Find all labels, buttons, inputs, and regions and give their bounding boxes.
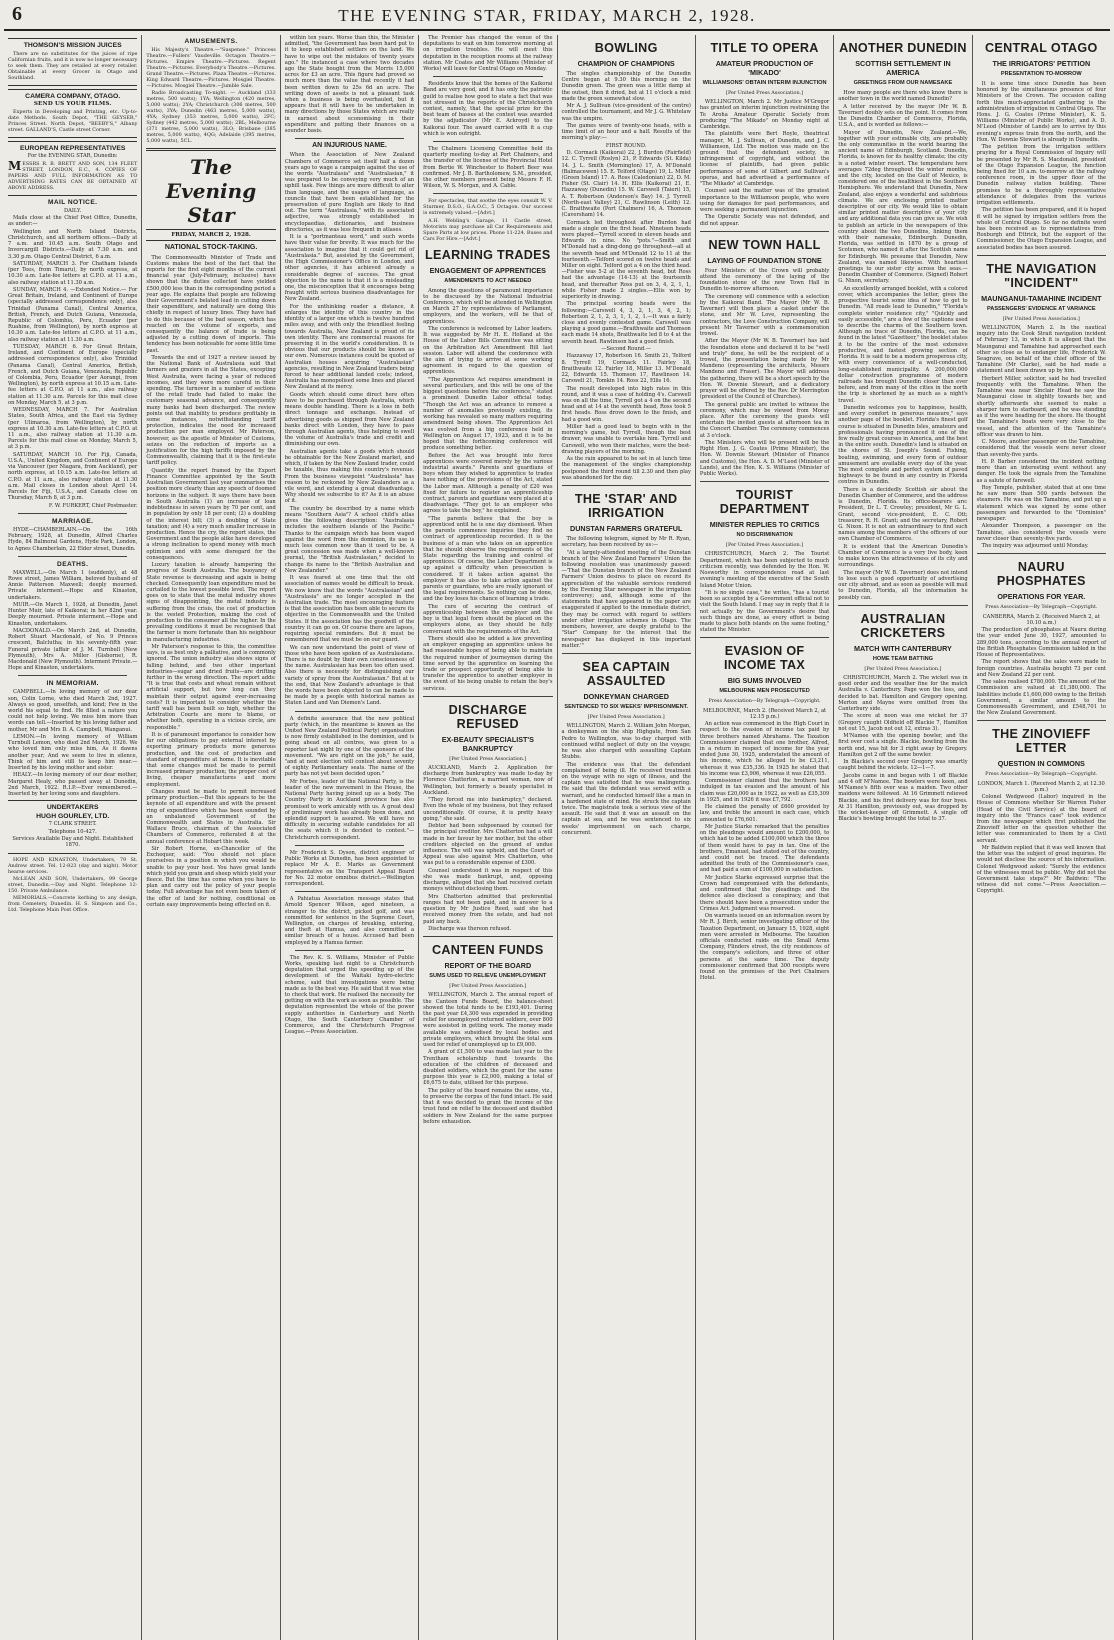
ad-camera: [8, 89, 137, 138]
np-p1: CANBERRA, March 2. (Received March 2, at 10.10 a.m.): [982, 613, 1100, 626]
deaths-p3: MACDONALD.—On March 2nd, at Dunedin, Robert Stuart Macdonald, of No. 9 Princes crescent, Balclutha; in his seventy-fifth year. Funeral private (affair of J. M. Turnbull (New Plymouth), Mrs A. Miller (Gisborne), R. Macdonald (New Plymouth). Interment Private.—Hope and Kinaston, undertakers.: [8, 627, 138, 672]
ad-gourley: [8, 800, 137, 853]
divider: [295, 891, 404, 892]
zl-p2: Colonel Wedgwood (Labor) inquired in the House of Commons whether Sir Warren Fisher (Head of the Civil Service) at the board of inquiry into the "Francs case" took evidence from the newspaper which first published the Zinovieff letter on the question whether the letter was communicated to them by a Civil servant.: [976, 794, 1106, 844]
st-p2: "At a largely-attended meeting of the Dunstan branch of the New Zealand Farmers' Union the following resolution was unanimously passed:—'That the Dunstan branch of the New Zealand Farmers' Union desires to place on record its appreciation of the valuable services rendered by the Evening Star newspaper in the irrigation controversy; and, although some of the statements that have appeared in the paper are exaggerated if applied to the immediate district, they may be correct with regard to settlers under other irrigation schemes in Otago. The members, however, are deeply grateful to the "Star" Company for the interest that the newspaper has displayed in this important matter.'": [561, 549, 691, 649]
ni-p2: Herbert Miller, solicitor, said he had travelled frequently with the Tamahine. When the Tamahine was near Sinclair Head he saw the Maunganui close in slightly towards her, and shortly afterwards she seemed to make a sharper turn to starboard, and he was standing as if the were heading for the shore. He thought the Tamahine's boats were very close to the vessel, and the attention of the Tamahine's officer was drawn to him.: [976, 375, 1106, 438]
nt-p3: After the Mayor (Mr W. B. Taverner) has laid the foundation stone and declared it to be "well and truly" done, he will be the recipient of a trowel, the presentation being made by Mr Mandeno (representing the architects, Messrs Mandeno and Fraser). The Mayor will address the gathering, there will be a short speech by the Hon. W. Downie Stewart, and a dedicatory prayer will be offered by the Rev. Dr Merrington (president of the Council of Churches).: [699, 338, 830, 401]
bw-p3: The games were of twenty-one heads, with a time limit of an hour and a half. Results of the morning's play:—: [561, 123, 691, 142]
divider: [146, 148, 275, 151]
navigation-sub: MAUNGANUI-TAMAHINE INCIDENT: [981, 293, 1102, 303]
divider: [423, 936, 552, 937]
another-dunedin-sub: SCOTTISH SETTLEMENT IN AMERICA: [855, 59, 951, 77]
central-otago-sub2: PRESENTATION TO-MORROW: [1000, 71, 1082, 77]
ei-p2: An action was commenced in the High Court in respect to the evasion of income tax paid by three brothers named Abrahams. The Taxation Commissioner claimed that one brother, Alfred, in a return in respect of income for the year ended June 30, 1925, understated the amount of his income, which he alleged to be £3,211, whereas it was £35,336. In 1925 he stated that his income was £3,906, whereas it was £26,055.: [699, 721, 830, 777]
editorial-dateline: FRIDAY, MARCH 2, 1928.: [146, 229, 275, 241]
ei-credit: Press Association—By Telegraph—Copyright.: [708, 698, 821, 705]
ei-p6: Mr Justice Starke expressed surprise that the Crown had compromised with the defendants, and confirmed that the pleadings and the defence also disclosed a conspiracy, and that there should have been a prosecution under the Crimes Act. Judgment was reserved.: [699, 874, 830, 912]
divider: [977, 255, 1106, 256]
divider: [295, 950, 404, 951]
page-number: 6: [12, 3, 22, 25]
ad-european-body: MESSRS R. B. BRETT AND SON, 134 FLEET STREET, LONDON, E.C., 4. COPIES OF PAPERS AND FULL INFORMATION AS TO ADVERTISING RATES CAN BE OBTAINED AT ABOVE ADDRESS.: [8, 158, 138, 191]
ad-gourley-name: HUGH GOURLEY, LTD.: [36, 812, 110, 820]
news-p10: Mr Forbes, leader of the National Party, is the leader of the new movement in the House, the National Party having joined up as a body. The Country Party in Auckland province has also promised to work amicably with us. A great deal of preliminary work has already been done, and splendid support is assured. We will have no difficulty in securing suitable candidates for all the seats which it is decided to contest."—Christchurch correspondent.: [284, 778, 415, 841]
sc-p1: WELLINGTON, March 2. William John Morgan, a donkeyman on the ship Highgate, from San Pedro to Wellington, was to-day charged with continued wilful neglect of duty on the voyage; he was also charged with assaulting Captain Stubbs.: [561, 723, 691, 761]
ac-p2: The score at noon was one wicket for 37 (Gregory caught Oldfield off Blackie 7, Hamilton not out 15, Jacob not out 12, extras 3).: [838, 713, 968, 732]
bw-round2: —Second Round.—: [601, 346, 651, 353]
ni-p3: C. Moore, another passenger on the Tamahine, considered that the vessels were never closer than seventy-five yards.: [976, 439, 1106, 458]
to-p2: The plaintiffs were Bert Royle, theatrical manager, M. J. Sullivan, of Dunedin, and J. C. Williamson, Ltd. The motion was made on the ground that the defendant society, in infringement of copyright, and without the license of plaintiffs, had given public performance of some of Gilbert and Sullivan's operas, and had advertised a performance of "The Mikado" at Cambridge.: [699, 131, 830, 188]
mail-notice-title: MAIL NOTICE.: [48, 198, 98, 206]
sea-captain-sub2: SENTENCED TO SIX WEEKS' IMPRISONMENT.: [564, 703, 689, 710]
mail-p2: Wellington and North Island Districts, Christchurch, and all northern offices.—Daily at 7 a.m. and 10.45 a.m. South Otago and Invercargill Districts.—Daily at 7.30 a.m. and 3.30 p.m. Otago Central District, 6 a.m.: [8, 228, 138, 260]
sc-credit: [Per United Press Association.]: [587, 713, 665, 720]
ni-credit: [Per United Press Association.]: [1002, 315, 1080, 322]
ad-gourley-title: UNDERTAKERS: [46, 804, 99, 812]
editorial-p1: The Commonwealth Minister of Trade and Customs makes the best of the fact that the reports for the first eight months of the current financial year (July-February, inclusive) have shown that the duties collected have yielded £500,000 less than in the corresponding period a year ago. He explains that people are following their Government's belated lead in cutting down their expenditure, and naturally are doing this chiefly in respect of luxury lines. They have had to do this because of the bad season, which has reacted on the volume of exports, and consequently the balance of trade is being adjusted by a cutting down of imports. This tendency has been noticeable for some little time past.: [146, 254, 276, 354]
ac-credit: [Per United Press Association.]: [864, 665, 942, 672]
central-otago-title: CENTRAL OTAGO: [985, 41, 1098, 55]
ad-thomsons-title: THOMSON'S MISSION JUICES: [23, 42, 122, 49]
bw-p7: Miller had a good lead to begin with in the morning's game, but Tyrrell, though the best drawer, was unable to overtake him. Tyrrell and Carswell, who won their matches, were the best-drawing players of the morning.: [561, 424, 691, 455]
lt-p4: Before the Act was brought into force apprentices were covered merely by the various industrial awards." Parents and guardians of boys whom they wished to apprentice to trades have nothing of the provisions of the Act, stated the Labor man. Although a penalty of £20 was fixed for failure to register an apprenticeship contract, parents and guardians were placed at a disadvantage. "They got to an employer who agrees to take the boy," he explained.: [423, 452, 553, 515]
zl-p1: LONDON, March 1. (Received March 2, at 12.30 p.m.): [977, 780, 1105, 793]
radio-broadcasting: Radio Broadcasting To-night. — Auckland (333 metres, 500 watts); 1YA; Wellington (420 metres, 5,000 watts); 2YA; Christchurch (306 metres, 500 watts), 3YA; Dunedin (463 metres, 5,000 watts), 4YA; Sydney (353 metres, 5,000 watts), 2FC; Sydney (442 metres, 5,000 watts); 2BL; Melbourne (371 metres, 5,000 watts), 3LO; Brisbane (385 metres, 5,000 watts), 4QG; Adelaide (395 metres, 5,000 watts), 5CL.: [146, 90, 276, 145]
bowling-title: BOWLING: [594, 41, 658, 55]
column-7: [833, 35, 971, 1640]
navigation-sub2: PASSENGERS' EVIDENCE AT VARIANCE: [986, 305, 1096, 312]
dr-credit: [Per United Press Association.]: [449, 755, 527, 762]
evasion-sub2: MELBOURNE MEN PROSECUTED: [719, 688, 810, 695]
divider: [295, 845, 404, 846]
news-kaikorai-band: Residents know that the homes of the Kaikorai Band are very good, and it has only the patriotic guild to realise how good to state a fact that was not stressed in the reports of the Christchurch contest, namely, that the special prize for the best team of basses at the contest was awarded by the adjudicator (Mr E. Ackroyd) to the Kaikorai four. The award carried with it a cup which is won outright.: [423, 81, 553, 137]
np-p4: The sales realised £780,000. The amount of the Commission are valued at £1,380,000. The liabilities include £1,600,000 owing to the British Government, a similar amount to the Commonwealth Government, and £548,701 to the New Zealand Government.: [976, 679, 1106, 717]
co-p2: The petition from the irrigation settlers praying for a Royal Commission of Inquiry will be presented by Mr R. S. Macdonald, president of the Otago Expansion League, the function being fixed for 10 a.m. to-morrow at the railway conference room, in the upper floor of the Dunedin railway station building. These promises to be a thoroughly representative attendance of delegates from the various irrigation settlements.: [976, 144, 1106, 207]
bw-p2: Mr A. J. Sullivan (vice-president of the centre) controlled the tournament, and Mr J. G. Whitelaw was the umpire.: [561, 103, 691, 122]
cf-p1: WELLINGTON, March 2. The annual report of the Canteen Funds Board, the balance-sheet showed the total funds to be £193,401. During the past year £4,300 was expended in providing relief for unemployed returned soldiers, over 800 were assisted in getting work. The money made available was subsidised by local bodies and private employers, which brought the total sum used for relief of unemployed up to £9,000.: [423, 992, 553, 1049]
column-4: [418, 35, 556, 1640]
amusements-body: His Majesty's Theatre.—"Suspense." Princess Theatre.—Fullers' Vaudeville. Octagon Theatre.—Pictures. Empire Theatre.—Pictures. Regent Theatre.—Pictures. Everybody's Theatre.—Pictures. Grand Theatre.—Pictures. Plaza Theatre.—Pictures. King Edward Theatre.—Pictures. Mosgiel Theatre.—Pictures. Mosgiel Theatre.—Jumble Sale.: [146, 47, 276, 89]
ei-p7: On warrants issued on an information sworn by Mr R. J. Birch, senior investigating officer of the Taxation Department, on January 15, 1928, eight men were arrested in Melbourne. The taxation officials conducted raids on the Small Arms Company, Flinders street, the city residences of the company's solicitors, and three of other persons at the same time. The deputy commissioner confirmed that 300 receipts were found on the premises of the Port Chalmers Hotel.: [699, 913, 830, 982]
ad-p3: Mayor of Dunedin, New Zealand.—We, together with your estimable city, are probably the only communities in the world bearing the ancient name of Edinburgh, Scotland. Dunedin, Florida, is known for its healthy climate; the city is a noted winter resort. The temperature here averages 72deg throughout the winter months, and the city, located on the Gulf of Mexico, is considered one of the healthiest in the Southern Hemisphere. We understand that Dunedin, New Zealand, also enjoys a wonderful and salubrious climate. We are enclosing printed matter descriptive of our city. We would like to obtain similar printed matter descriptive of your city and any additional data you can give us. We wish to publish an article in the newspapers of this country about the two Dunedins, linking them with their namesake, Edinburgh. Dunedin, Florida, was settled in 1870 by a group of Scotsmen, who named it after the Scottish name for Edinburgh. We presume that Dunedin, New Zealand, was named likewise. With heartiest greetings to our sister city across the seas.—Dunedin Chamber of Commerce. (Signed) Robert G. Nixon, secretary.: [838, 129, 968, 285]
lt-p3: "The Apprentices Act requires amendment in several particulars, and this will be one of the biggest questions before the conference," stated a prominent Dunedin Labor official today. "Though the Act was an advance to remove a number of anomalies previously existing, its working has revealed so many matters requiring amendment being shown. The Apprentices Act was evolved from a big conference held in Wellington on August 17, 1923, and it is to be hoped that the forthcoming conference will produce something better.: [423, 376, 553, 452]
new-town-hall-sub: LAYING OF FOUNDATION STONE: [707, 255, 822, 265]
canteen-funds-sub: REPORT OF THE BOARD: [444, 961, 532, 971]
td-p1: CHRISTCHURCH, March 2. The Tourist Department, which has been subjected to much criticism recently, was defended by the Hon. W. Nosworthy in correspondence read at last evening's meeting of the executive of the South Island Motor Union.: [699, 551, 830, 589]
news-p12: A Pahiatua Association message states that Arnold Spencer Wilson, aged nineteen, a stranger to the district, picked golf, and was committed for sentence in the Supreme Court, Wellington, on charges of breaking, entering, and theft at Hamua, and also committed a similar breach of a house. Accused had been employed by a Hamua farmer.: [284, 896, 415, 946]
mail-daily: DAILY.: [64, 207, 82, 214]
column-8: [972, 35, 1110, 1640]
divider: [977, 720, 1106, 721]
columns: [4, 35, 1110, 1640]
mail-signature: F. W. FURKERT, Chief Postmaster.: [48, 502, 138, 509]
learning-trades-title: LEARNING TRADES: [425, 247, 551, 262]
column-3: [280, 35, 418, 1640]
editorial-p2: Towards the end of 1927 a review issued by the National Bank of Australasia said that farmers and graziers in all the States, excepting West Australia, were facing a year of reduced incomes, and they were more careful in their spending. The turnover in a number of sections of the retail trade had failed to make the customary seasonal advance, and consequently many banks had been discharged. The review points out that inability to produce profitably in some instances, notwithstanding tariff protection, indicates the need for increased production per man employed. Mr Paterson, however, as the apostle of Minister of Customs, seizes on the reduction of imports as a justification for the high tariffs imposed by the Commonwealth, claiming that it is the first-rate tariff policy.: [146, 355, 276, 467]
lt-p7: There should also be added a law preventing an employer engaging an apprentice unless he had reasonable hopes of being able to maintain the required number of journeymen during the time served by the apprentice on learning the trade or prospect opportunity of being able to transfer the apprentice to another employer in the event of his being unable to retain the boy's services.: [423, 635, 553, 692]
cf-credit: [Per United Press Association.]: [449, 983, 527, 990]
lt-p1: Among the questions of paramount importance to be discussed by the National Industrial Conference, which will be attended in Wellington on March 27 by representatives of Parliament, employers, and the workers, will be that of apprentices.: [423, 287, 553, 325]
canteen-funds-sub2: SUMS USED TO RELIEVE UNEMPLOYMENT: [429, 973, 547, 980]
editorial-title: NATIONAL STOCK-TAKING.: [164, 244, 258, 252]
cf-p3: The policy of the board remains the same, viz., to preserve the corpus of the fund intact. He said that it was decided to grant the income of the trust fund on relief to the deceased and disabled soldiers in New Zealand for the same purpose before exhaustion.: [423, 1087, 553, 1125]
newspaper-nameplate: The Evening Star: [165, 155, 257, 228]
bw-round1: FIRST ROUND.: [605, 142, 647, 149]
dr-p2: "They forced me into bankruptcy," declared. Even the whole of my business, but they refused unconditionally. Of course, it is pretty heavy going," she said.: [423, 797, 553, 822]
ad-gourley-address: 7 CLARK STREET.: [48, 821, 97, 828]
bw-p4: Cormack led throughout after Burdon had made a single on the first head. Nineteen heads were played—Tyrrell scored in eleven heads and Edwards in nine. No "pots."—Smith and M'Donald had a ding-dong go throughout—all at the seventh head and M'Donald 12 to 11 at the fourteenth.—Telford scored on twelve heads and Miller on eight. Telford got a 4 on the third head.—Fisher was 5-2 at the seventh head, but Ross had the advantage (14-13) at the fourteenth head, and thereafter Ross put on 3, 4, 2, 1, 1, while Fisher made 2 singles.—Ellis won by superiority in drawing.: [561, 219, 691, 301]
ad-thomsons-body: There are no substitutes for the juices of ripe Californian fruits, and it is now no longer necessary to seek them. They are retailed at every retailer. Obtainable at every Grocer in Otago and Southland.: [8, 50, 138, 81]
np-p2: The production of phosphates at Nauru during the year ended June 30, 1927, amounted to 289,000 tons, according to the annual report of the British Phosphates Commission tabled in the House of Representatives.: [976, 627, 1106, 658]
tourist-department-title: TOURIST DEPARTMENT: [719, 488, 810, 517]
zinovieff-letter-title: THE ZINOVIEFF LETTER: [992, 727, 1091, 756]
injurious-p4: Goods which should come direct here often have to be purchased through Australia, which means double handling. There is a loss in both direct tonnage and exchange. Instead of advertising goods as shipped from New Zealand banks direct with London, they have to pass through Australian agents, thus helping to swell the volume of Australia's trade and credit and diminishing our own.: [284, 391, 415, 448]
tourist-department-sub: MINISTER REPLIES TO CRITICS: [709, 520, 820, 530]
another-dunedin-sub2: GREETINGS FROM OUR NAMESAKE: [853, 80, 953, 86]
divider: [433, 141, 542, 142]
bw-results2: Hazzaway 17, Robertson 16. Smith 21, Telford 8. Tyrrell 19, Cormack 11. Fairley 18, Braithwaite 12. Fairley 18, Miller 13. M'Donald 22, Edwards 15. Thomson 17, Rawlinson 14. Carswell 21, Tomkin 14. Ross 22, Ellis 16.: [561, 353, 691, 385]
mail-p3: SATURDAY, MARCH 3. For Chatham Islands (per Tees, from Timaru), by north express, at 10.30 a.m. Late-fee letters at C.P.O. at 11 a.m., also railway station at 11.30 a.m.: [8, 261, 138, 286]
divider: [838, 605, 967, 606]
masthead: [4, 4, 1110, 31]
ei-p4: He claimed the penalty of £600 provided by law, and treble the amount in each case, which amounted to £76,601.: [699, 804, 830, 823]
ad-memorials: MEMORIALS.—Concrete kerbing to any design, from Cemetery, Dunedin. H. S. Simpson and Co., Ltd. Telephone Main Post Office.: [8, 894, 138, 913]
ni-p1: WELLINGTON, March 2. In the nautical inquiry into the Cook Strait navigation incident of February 13, in which it is alleged that the Maunganui and Tamahine had approached each other so close as to endanger life, Frederick W. Seagrave, on behalf of the chief officer of the Tamahine (Mr Clarke), said he had made a statement and been drawn up by him.: [976, 325, 1106, 375]
bw-p6: The result developed into high rates in this round, and it was a case of holding 4's. Carswell was on all the time, Tyrrell got a 4 on the second head and at 14 at the seventh head, Ross took 5 first heads. Ross drove down to the finish, and had a good win.: [561, 385, 691, 423]
nauru-sub: OPERATIONS FOR YEAR.: [997, 592, 1086, 602]
discharge-refused-sub: EX-BEAUTY SPECIALIST'S BANKRUPTCY: [441, 734, 534, 753]
np-credit: Press Association—By Telegraph—Copyright.: [985, 604, 1098, 611]
navigation-incident-title: THE NAVIGATION "INCIDENT": [986, 261, 1097, 290]
co-p3: The petition has been prepared, and it is hoped it will be signed by irrigation settlers from the whole of Central Otago. So far no definite word has been received as to representatives from Roxburgh and Ettrick, but the support of the Commissioner, the Otago Expansion League, and associated bodies has been assured.: [976, 207, 1106, 251]
dr-p1: AUCKLAND, March 2. Application for discharge from bankruptcy was made to-day by Florence Chatterton, a married woman, now of Wellington, but formerly a beauty specialist in Auckland.: [423, 764, 553, 796]
injurious-p1: When the Association of New Zealand Chambers of Commerce set itself half a dozen years ago to wage a campaign against the use of the words "Australasia" and "Australasian," it was prepared to be conveying very much of an uphill task. Few things are more difficult to alter than language, and the usages of language, as councils that have been established for the preservation of pure English are likely to find out. The term "Australasia," with its associated adjective, was strongly established in encyclopaedias, dictionaries, and business directories, as it was less frequent in atlases.: [284, 152, 415, 233]
mail-p7: SATURDAY, MARCH 10. For Fiji, Canada, U.S.A., United Kingdom, and Continent of Europe via Vancouver (per Niagara, from Auckland), per north express, at 10.15 a.m. Late-fee letters at C.P.O. at 11 a.m., also railway station at 11.30 a.m. Mail closes in London about April 14. Parcels for Fiji, U.S.A., and Canada close on Thursday, March 8, at 3 p.m.: [8, 451, 138, 502]
mail-p1: Mails close at the Chief Post Office, Dunedin, as under:—: [8, 215, 138, 228]
news-licensing: The Chalmers Licensing Committee held its quarterly meeting to-day at Port Chalmers, and the transfer of the license of the Provincial Hotel from Bertie W. Winchester to Robert Beer was confirmed. Mr J. B. Bartholomew, S.M., presided, the other members present being Messrs F. H. Wilson, W. S. Morgan, and A. Cable.: [423, 146, 553, 190]
central-otago-sub: THE IRRIGATORS' PETITION: [992, 59, 1091, 68]
divider: [700, 481, 829, 482]
ad-p7: It is evident that the American Dunedin's Chamber of Commerce is a very live body, keen to make known the attractiveness of its city and surroundings.: [838, 543, 968, 569]
tourist-department-sub2: NO DISCRIMINATION: [736, 532, 793, 539]
deaths-p2: MUIR.—On March 1, 1928, at Dunedin, Janet Hunter Muir, late of Kaikorai; in her 82nd year. Deeply mourned. Private interment.—Hope and Kinaston, undertakers.: [8, 601, 138, 627]
editorial-continued: within ten years. Worse than this, the Minister admitted, "the Government has been hard put to it to keep established settlers on the land. We have to wipe out the mistakes of twenty years ago." He instanced a case where two decades ago the State bought from the Morris 15,000 acres for £3 an acre. This figure had proved so much more than the value that recently it had been written down to 25s 6d an acre. The writing down of assets is not a pleasant task when a business is being overhauled, but it appears that it will have to be undertaken in many directions by those States which are really in earnest about economising in their expenditure and putting their finances on a sounder basis.: [284, 35, 415, 135]
divider: [433, 76, 542, 77]
memoriam-p2: LEMON.—In loving memory of William Turnbull Lemon, who died 2nd March, 1926. We who loved him only miss him, As it dawns another year; And we seem to live in silence, Think of him and still to keep him near.—Inserted by his loving mother and sister.: [8, 733, 138, 771]
deaths-p1: MAXWELL.—On March 1 (suddenly), at 48 Rowe street, James William, beloved husband of Annie Patterson Maxwell; deeply mourned. Private interment.—Hope and Kinaston, undertakers.: [8, 569, 138, 601]
lt-p2: The conference is welcomed by Labor leaders. It was suggested by Mr H. E. Holland at the House of the Labor Bills Committee was sitting on the Arbitration Act Amendment Bill last session. Labor will attend the conference with the aim of trying to arrive at some working agreement in regard to the question of apprentices.: [423, 326, 553, 376]
dr-p6: Discharge was thereon refused.: [428, 926, 512, 932]
new-town-hall-title: NEW TOWN HALL: [708, 237, 821, 252]
ad-p2: A letter received by the mayor (Mr W. B. Taverner) doubly sets on the point. It comes from the Dunedin Chamber of Commerce, Florida, U.S.A., and is worded as follows:—: [838, 103, 968, 129]
co-p1: It is some time since Dunedin has been honored by the simultaneous presence of four Ministers of the Crown. The occasion calling forth this much-appreciated gathering is the administration of irrigation in Central Otago. The Hons. J. G. Coates (Prime Minister), K. S. Williams (Minister of Public Works), and A. D. M'Leod (Minister of Lands) are to arrive by this evening's express train from the north, and the Hon. W. Downie Stewart is already in Dunedin.: [976, 81, 1106, 143]
column-1: [4, 35, 141, 1640]
mail-p5: TUESDAY, MARCH 6. For Great Britain, Ireland, and Continent of Europe (specially addressed correspondence only), also Trinidad (Panama Canal), Central America, British, French, and Dutch Guiana, Venezuela, Republic of Colombia, Peru, Ecuador (per Aorangi, from Wellington), by north express at 10.15 a.m. Late-fee letters at C.P.O. at 11 a.m., also railway station at 11.30 a.m. Parcels for this mail close on Monday, March 5, at 3 p.m.: [8, 344, 138, 406]
divider: [295, 711, 404, 712]
ni-p5: Roy Temple, publisher, stated that at one time he saw more than 500 yards between the steamers. He was on the Tamahine, and put up a statement which was signed by some other passengers and forwarded to the "Dominion" newspaper.: [976, 484, 1106, 522]
editorial-p4: Luxury taxation is already hampering the progress of South Australia. The buoyancy of State revenue is decreasing and again is being checked. Consequently loan expenditure must be curtailed to the lowest possible level. The report goes on to state that the metal industry shows signs of disappointing, the metal industry is suffering from the crisis, the cost of production is the vested Protection, making the cost of production to the consumer all the higher. In the prevailing conditions it must be recognised that the farmer is more fortunate than his neighbour in manufacturing industries.: [146, 562, 276, 643]
divider: [18, 675, 127, 676]
bw-p1: The singles championship of the Dunedin Centre began at 9.30 this morning on the Dunedin green. The green was a little damp at the outset, then it dried, but at 11 o'clock a mist made the green somewhat slow.: [561, 71, 691, 102]
advt-garage: A.H. Webling's Garage, 11 Castle street, Motorists may purchase all Car Requirements and Spare Parts at low prices. Phone 11-224. Buses and Cars For Hire.—[Advt.]: [423, 217, 553, 242]
ni-p4: H. P. Barber considered the incident nothing more than an interesting event without any danger. He took the signals from the Tamahine as a salute of farewell.: [976, 458, 1106, 484]
np-p3: The report shows that the sales were made to foreign countries. Australia bought 73 per cent and New Zealand 22 per cent.: [976, 659, 1106, 678]
news-p11: Mr Frederick S. Dyson, district engineer of Public Works at Dunedin, has been appointed to replace Mr A. E. Marks as Government representative on the Transport Appeal Board for No. 22 motor omnibus district.—Wellington correspondent.: [284, 849, 415, 887]
bowling-sub: CHAMPION OF CHAMPIONS: [577, 59, 675, 68]
ni-p6: Alexander Thompson, a passenger on the Tamahine, also considered the vessels were never closer than seventy-five yards.: [976, 523, 1106, 542]
deaths-title: DEATHS.: [57, 560, 89, 568]
masthead-title: THE EVENING STAR, FRIDAY, MARCH 2, 1928.: [338, 6, 756, 25]
ac-p5: Jacobs came in and began with 1 off Blackie and 4 off M'Namee. The bowlers were keen, and M'Namee's fifth over was a maiden. Two other maidens were followed. At 16 Grimmett relieved Blackie, and his first delivery was for four byes. At 31 Hamilton, previously out, was dropped by the wicket-keeper off Grimmett. A single off Blackie's bowling brought the total to 37.: [838, 772, 968, 823]
lt-p6: The cure of securing the contract of apprenticeship between the employer and the boy is that legal form should be placed on the employers alone, as they should be fully conversant with the requirements of the Act.: [423, 603, 553, 635]
ad-camera-title: CAMERA COMPANY, OTAGO.: [25, 92, 121, 100]
dr-p4: Counsel understood it was in respect of this she was made bankrupt, and, opposing discharge, alleged that she had received certain moneys without disclosing them.: [423, 867, 553, 893]
ei-p5: Mr Justice Starke remarked that the penalties on the pleadings would amount to £200,000, to which had to be added £100,000 which the three of them would have to pay in tax. One of the brothers, Emanuel, had stated out of the country, and could not be traced. The defendants admitted the truth of the Commissioner's case, and had paid a sum of £100,000 in satisfaction.: [699, 823, 830, 874]
zinovieff-sub: QUESTION IN COMMONS: [997, 759, 1085, 769]
mail-p4: SUNDAY, MARCH 4. —Extended Notice.— For Great Britain, Ireland, and Continent of Europe (specially addressed correspondence only), also Trinidad (Panama Canal), Central America, British, French, and Dutch Guiana, Venezuela, Republic of Colombia, Peru, Ecuador (per Ruahine, from Wellington), by north express at 10.30 a.m. Late-fee letters at C.P.O. at 11 a.m., also railway station at 11.30 a.m.: [8, 287, 138, 343]
discharge-refused-title: DISCHARGE REFUSED: [448, 702, 527, 731]
editorial-p8: Sir Robert Horne, ex-Chancellor of the Exchequer, said: "You should not place yourselves in a position in which you would be unable to pay your host. You have great lands which yield you grain and sheep which yield your fleece. But the time has come when you have to plan and carry out the policy of your people today. Full advantage has not even been taken of the offer of land for nothing, conditional on certain easy improvements being effected on it.: [146, 846, 276, 908]
memoriam-p1: CAMPBELL.—In loving memory of our dear son, Colin Lorne, who died March 2nd, 1927. Always so good, unselfish, and kind; Few in the world his equal to find. He filled a nature you could not help loving. We miss him more than words can tell.—Inserted by his loving father and mother, Mr and Mrs D. A. Campbell, Wanganui.: [8, 689, 138, 733]
cricketers-sub: MATCH WITH CANTERBURY: [854, 643, 952, 653]
ni-p7: The inquiry was adjourned until Monday.: [981, 543, 1089, 550]
canteen-funds-title: CANTEEN FUNDS: [431, 943, 544, 958]
sc-p2: The evidence was that the defendant complained of being ill. He received treatment on the voyage with no sign of illness, and the captain was satisfied that he was malingering. He said that the defendant was served with a warrant, and he conducted himself like a man in a hardened state of mind. He struck the captain twice. The magistrate took a serious view of the assault. He said that it was an assault on the captain at sea, and he was sentenced to six weeks' imprisonment on each charge, concurrent.: [561, 761, 691, 836]
td-credit: [Per United Press Association.]: [726, 542, 804, 549]
advt-spectacles: For spectacles, that soothe the eyes consult W. V. Sturmer, D.S.O., G.A.O.C., 5 Octagon. Our success is extremely valued.—[Advt.]: [423, 198, 553, 217]
ad-european-title: EUROPEAN REPRESENTATIVES: [19, 144, 126, 152]
divider: [18, 513, 127, 514]
injurious-p7: It was feared at one time that the old association of names would be difficult to break. We now know that the words "Australasian" and "Australasia" are no longer accepted in the Australian trade. The most encouraging feature is that the association has been able to secure its objective in the Commonwealth and the United States. If the association has the goodwill of the country it can go on. Of course there are lapses, requiring special reminders. But it must be remembered that we must be on our guard.: [284, 575, 415, 644]
ad-p1: How many people are there who know there is another town in the world named Dunedin?: [838, 90, 968, 103]
nt-p4: The general public are invited to witness the ceremony, which may be viewed from Moray place. After the ceremony the guests will entertain the invited guests at afternoon tea in the Concert Chamber. The ceremony commences at 3 o'clock.: [699, 401, 830, 439]
bw-results1: D. Cormack (Kaikorai) 22, J. Burdon (Fairfield) 12. C. Tyrrell (Roslyn) 21, P. Edwards (St. Kilda) 14. J. L. Smith (Mornington) 17, A. M'Donald (Balmacewen) 15. E. Telford (Otago) 19, L. Miller (Green Island) 17. A. Ross (Caledonian) 22, D. M. Fisher (St. Clair) 14. H. Ellis (Kaikorai) 21, E. Hazzaway (Dunedin) 15. W. Carswell (Taieri) 15, A. T. Robertson (Anderson's Bay) 14. J. Tyrrell (North-east Valley) 21, C. Rawlinson (Leith) 12. C. Braithwaite (Port Chalmers) 16, A. Thomson (Caversham) 14.: [561, 150, 691, 219]
news-p9: A definite assurance that the new political party (which, in the meantime is known as the United New Zealand Political Party) organisation is now firmly established in the dominion, and is going ahead on all centres, was given to a reporter last night by one of the sponsors of the movement. "We are right on the job," he said, "and at next election will contest about seventy of eighty Parliamentary seats. The name of the party has not yet been decided upon.": [284, 715, 415, 778]
column-6: [695, 35, 833, 1640]
ac-p1: CHRISTCHURCH, March 2. The wicket was in good order and the weather fine for the match Australia v. Canterbury. Page won the toss, and decided to bat. Hamilton and Gregory opening. Merton and Mayne were omitted from the Canterbury side.: [838, 674, 968, 712]
to-p3: Counsel said the matter was of the greatest importance to the Williamson people, who were using for damages for past performances, and were seeking a permanent injunction.: [699, 188, 830, 214]
ad-european: [8, 141, 137, 196]
divider: [700, 231, 829, 232]
dr-p5: Mrs Chatterton admitted that preferential ranges had not been paid, and in answer to a question by Mr Justice Reed, said she had received money from the estate, and had not paid any back.: [423, 893, 553, 925]
editorial-p3: Quantity the report framed by the Export Finance Committee appointed by the South Australian Government last year summarises the position more clearly than any speech of doomed horizons in the subject. It says there have been in South Australia (1) an increase of loan indebtedness in seven years by 70 per cent, and in population by only 18 per cent; (2) a doubling of the interest bill; (3) a doubling of State taxation; and (4) a very much smaller increase in production. Hence the cry, the report states, the Government and the people alike have developed a strong inclination to spend money with much optimism and with some disregard for the consequences.: [146, 467, 276, 561]
ac-p3: M'Namee with the opening bowler, and the first over cost a single. Blackie, bowling from the north end, was hit for 3 right away by Gregory. Hamilton got 2 off the same bowler.: [838, 733, 968, 758]
sea-captain-title: SEA CAPTAIN ASSAULTED: [582, 659, 670, 688]
bw-p8: As the rain appeared to be set in at lunch time the management of the singles championship postponed the third round till 2.30 and then play was abandoned for the day.: [561, 456, 691, 481]
bw-p5: The principal scoring heads were the following:—Carswell 4, 3, 2, 1, 3, 4, 2, 1; Robertson 2, 1, 2, 3, 1, 1, 2, 1.—It was a fairly close and evenly contested game. Carswell was playing a good game.—Braithwaite and Thomson each made 14 shots, Braithwaite led 8 to 4 at the seventh head. Rawlinson had a good finish.: [561, 301, 691, 345]
ad-p4: An excellently arranged booklet, with a colored cover, which accompanies the letter, gives the prospective tourist some idea of how to get to Dunedin. "All roads lead to Dunedin," "Florida's complete winter residence city," "Quickly and easily accessible," are a few of the captions used to describe the charms of the Southern town. Although no trace of Dunedin, Florida, can be found in the latest "Gazetteer," the booklet states it to be the centre of the most extensive productive, and fastest growing section of Florida. It is said to be a modern prosperous city, with every convenience of a well-conducted, long-established municipality. A 200,000,000 dollar construction programme of modern railroads has brought Dunedin closer than ever before, and from many of the cities in the north the trip is shortened by as much as a night's travel.: [838, 285, 968, 404]
ad-camera-line: SEND US YOUR FILMS.: [33, 101, 112, 108]
editorial-p7: Changes must be made to permit increased primary production.—But this appears to be the keynote of all expenditure and with the present ring of expenditure which has been sounded by an unbalanced Government of the Commonwealth and States in Australia. Sir Wallace Bruce, chairman of the Associated Chambers of Commerce, reiterated it at the annual conference at Hobart this week.: [146, 788, 276, 845]
ei-p3: Commissioner claimed that the brothers had indulged in tax evasion and the amount of his claim was £20,000 as in 1922, as well as £35,309 in 1925, and in 1926 it was £7,792.: [699, 778, 830, 803]
ad-p8: The mayor (Mr W. B. Taverner) does not intend to lose such a good opportunity of advertising our city abroad, and as soon as possible will mail to Dunedin, Florida, all the information he possibly can.: [838, 569, 968, 601]
nauru-phosphates-title: NAURU PHOSPHATES: [996, 560, 1086, 589]
ad-european-line: For the EVENING STAR, Dunedin:: [27, 153, 118, 160]
evasion-sub: BIG SUMS INVOLVED: [727, 676, 802, 686]
divider: [423, 696, 552, 697]
title-to-opera-title: TITLE TO OPERA: [710, 41, 819, 55]
nt-p5: The Ministers who will be present will be the Right Hon. J. G. Coates (Prime Minister), the Hon. W. Downie Stewart (Minister of Finance and Customs), the Hon. A. D. M'Leod (Minister of Lands), and the Hon. K. S. Williams (Minister of Public Works).: [699, 440, 830, 478]
to-p1: WELLINGTON, March 2. Mr Justice M'Gregor has granted an interim injunction restraining the Te Aroha Amateur Operatic Society from producing "The Mikado" on Monday night at Cambridge.: [699, 99, 830, 131]
ad-mclean: McLEAN AND SON, Undertakers, 99 George street, Dunedin.—Day and Night. Telephone 12-150. Private Ambulance.: [8, 875, 138, 894]
divider: [295, 138, 404, 139]
ad-p6: There is a decidedly Scottish air about the Dunedin Chamber of Commerce, and the address is Dunedin, Florida. Its office-bearers are: President, Dr L. T. Crowley; president, Mr G. L. Grant, second vice-president, E. C. Ott; treasurer, R. H. Grant; and the secretary, Robert G. Nixon. It is not an extraordinary to find such names among the members of the officers of our own Chamber of Commerce.: [838, 486, 968, 543]
learning-trades-sub2: AMENDMENTS TO ACT NEEDED: [444, 277, 532, 284]
star-irrigation-title: THE 'STAR' AND IRRIGATION: [574, 492, 678, 521]
td-p2: "It is no single case," he writes, "has a tourist been so accepted by a Government official not to visit the South Island. I may say in reply that it is not actually by the Government's desire that such things are done, as every effort is being made to place both islands on the same footing," stated the Minister.: [699, 589, 830, 634]
dr-p3: Debtor had been subpoenaed by counsel for the principal creditor. Mrs Chatterton had a will made in her favour by her mother, but the other creditors objected on the ground of undue influence. The will was upheld, and the Court of Appeal was also against Mrs Chatterton, who was put to a considerable expense of £300.: [423, 823, 553, 867]
marriage-body: HYDE—CHAMBERLAIN.—On the 16th February, 1928, at Dunedin, Alfred Charles Hyde, 84 Balmoral Gardens, Hyde Park, London, to Agnes Chamberlain, 22 Elder street, Dunedin.: [8, 526, 138, 552]
st-p1: The following telegram, signed by Mr R. Ryan, secretary, has been received by us:—: [561, 536, 691, 549]
to-credit: [Per United Press Association.]: [726, 90, 804, 96]
amusements-title: AMUSEMENTS.: [184, 38, 238, 45]
divider: [18, 556, 127, 557]
evasion-income-tax-title: EVASION OF INCOME TAX: [723, 644, 806, 673]
injurious-name-title: AN INJURIOUS NAME.: [312, 142, 387, 150]
zl-p3: Mr Baldwin replied that it was well known that the letter was the subject of great inquiries. He would not disclose the source of his information. Colonel Wedgwood asked: "Surely the evidence of the witnesses must be public. Why did not the Government take steps?" Mr Baldwin: "The witness did not come."—Press Association.—Copyright.: [976, 844, 1106, 895]
ad-gourley-telephone: Telephone 10-427.: [48, 828, 97, 835]
news-premier: The Premier has changed the venue of the deputations to wait on him tomorrow morning at on irrigation troubles. He will meet this deputation in the reception rooms at the railway station. Mr Coates and Mr Williams (Minister of Works) will leave for Central Otago on Monday.: [423, 35, 553, 73]
memoriam-p3: HEALY.—In loving memory of our dear mother, Margaret Healy, who passed away at Dunedin, 2nd March, 1922. R.I.P.—Ever remembered.—Inserted by her loving sons and daughters.: [8, 772, 138, 797]
ei-p1: MELBOURNE, March 2. (Received March 2, at 12.15 p.m.): [703, 707, 827, 720]
injurious-p6: The country be described by a name which means "Southern Asia"? A school child's atlas gives the following description: "Australasia includes the southern islands of the Pacific." Thanks to the campaign which has been waged against the word from this dominion, its use is much less common now than it used to be. A great concession was made when a well-known journal, the "British Australasian," decided to change its name to the "British Australian and New Zealander.": [284, 505, 415, 574]
ad-gourley-note: Services Available Day and Night. Established 1870.: [12, 835, 134, 849]
another-dunedin-title: ANOTHER DUNEDIN: [839, 41, 967, 55]
mail-p6: WEDNESDAY, MARCH 7. For Australian States, South Africa, and the East via Sydney (per Ulimaroa, from Wellington), by north express at 10.30 a.m. Late-fee letters at C.P.O. at 11 a.m., also railway station at 11.30 a.m. Parcels for this mail close on Monday, March 5, at 3 p.m.: [8, 407, 138, 451]
divider: [562, 653, 691, 654]
sea-captain-sub: DONKEYMAN CHARGED: [583, 691, 669, 701]
star-irrigation-sub: DUNSTAN FARMERS GRATEFUL: [570, 524, 683, 534]
cricketers-sub2: HOME TEAM BATTING: [872, 655, 934, 662]
memoriam-title: IN MEMORIAM.: [46, 680, 99, 688]
divider: [977, 553, 1106, 554]
ad-thomsons: [8, 38, 137, 86]
ad-p5: Dunedin welcomes you to happiness, health, and every comfort in generous measure," says another page of the booklet. Florida's finest golf course is situated in Dunedin Isles, amateurs and professionals having pronounced it one of the few really great courses in America, and the best in the entire south. Dunedin's land is situated on the shores of St. Joseph's Sound. Fishing, boating, swimming, and every form of outdoor amusement are available every day of the year. The most complete and perfect system of paved highways to be found in any country in Florida centres in Dunedin.: [838, 404, 968, 486]
divider: [433, 193, 542, 194]
ad-camera-body: Experts in Developing and Printing, etc. Up-to-date Methods. South Depot, "THE GEYSER," Princes Street. North Depot, "BEEBY'S," Albany street. GALLAND'S, Castle street Corner.: [8, 108, 138, 133]
injurious-p5: Australian agents take a goods which should be obtainable for the New Zealand market, and which, if taken by the New Zealand trader, could be taxable, thus making this country's revenue. From the business viewpoint "Australasia" has reason to be reckoned by New Zealanders as a vile word, and extending a great disadvantage. Why should we subscribe to it? As it is an abuse of it.: [284, 448, 415, 505]
to-p4: The Operatic Society was not defended, and did not appear.: [699, 214, 830, 227]
editorial-p5: Mr Paterson's response to this, the committee says, is as best only a palliative, and is commonly ignored. The union industry also shows signs of falling behind, and two other important industries—sugar and dried fruits—are drifting further in the wrong direction. The report adds: "It is true that costs and wheat remain without artificial support, but how long can they maintain their output against ever-increasing costs? It is important to consider whether the tariff wall has been built so high, whether the Arbitration Courts are more to blame, or whether both, operating in a vicious circle, are responsible.": [146, 643, 276, 731]
column-5: [557, 35, 695, 1640]
injurious-p2: It is a "portmanteau word," and such words have their value for brevity. It was much for the association to imagine that it could get rid of "Australasia." But, assisted by the Government, the High Commissioner's Office in London, and other agencies, it has achieved already a considerable degree of success. The great objection to the name is that it is a misleading one, the misconception that it encourages being fraught with serious business disadvantages for New Zealand.: [284, 234, 415, 303]
injurious-p8: We can now understand the point of view of those who have been spoken of as Australasians. There is no doubt by their own consciousness of the name. Australasian has been too often used. Also there is necessity for distinguishing our variety of spray from the Australasian." But at is the end, that New Zealand's advantage is that the words have been objected to can be made to be made by a people with historical names as Staten Land and Van Diemen's Land.: [284, 644, 415, 707]
injurious-p3: For the unthinking reader a distance, it enlarges the identity of this country in the identity of a larger one which is twelve hundred miles away, and with only the friendliest feeling towards Australia, New Zealand is proud of its own identity. There are commercial reasons for preserving it in the world's consideration. It is obvious that our products should be known as our own. Numerous instances could be quoted of Australian houses acquiring "Australasian" agencies, resulting in New Zealand traders being forced to hear additional landed costs; indeed, Australia has monopolised some lines and placed New Zealand at its mercy.: [284, 303, 415, 391]
divider: [562, 485, 691, 486]
ac-p4: In Blackie's second over Gregory was smartly caught behind the wickets. 12—1—7.: [838, 759, 968, 772]
nt-p2: The ceremony will commence with a selection by the Kaikorai Band. The Mayor (Mr W. B. Taverner) will then place a casket under the stone, and Mr W. Love, representing the contractors, the Love Construction Company, will present Mr Taverner with a commemoration trowel.: [699, 293, 830, 338]
australian-cricketers-title: AUSTRALIAN CRICKETERS: [860, 611, 946, 640]
title-to-opera-sub: AMATEUR PRODUCTION OF 'MIKADO': [715, 59, 814, 77]
marriage-title: MARRIAGE.: [52, 517, 94, 525]
ad-hope-kinaston: HOPE AND KINASTON, Undertakers, 79 St. Andrew street. Tel. 12-823 (day and night). Motor hearse services.: [8, 856, 138, 875]
column-2: [141, 35, 279, 1640]
divider: [700, 637, 829, 638]
learning-trades-sub: ENGAGEMENT OF APPRENTICES: [429, 265, 546, 275]
zl-credit: Press Association—By Telegraph—Copyright.: [985, 771, 1098, 778]
cf-p2: A grant of £1,500 to was made last year to the Trentham scholarship fund towards the education of the children of deceased and disabled soldiers, which the grant for the same purpose this year is £2,000, making a total of £6,675 to date, utilised for this purpose.: [423, 1049, 553, 1087]
nt-p1: Four Ministers of the Crown will probably attend the ceremony of the laying of the foundation stone of the new Town Hall in Dunedin to-morrow afternoon.: [699, 267, 830, 293]
editorial-p6: It is of paramount importance to consider how far our obligations to pay external interest by exporting primary products more generous production, and the cost of production and standard of expenditure at home. It is inevitable that some changes must be made to permit increased primary production; the proper cost of living, cheaper manufactures and more employment.: [146, 731, 276, 788]
news-p13: The Rev. K. S. Williams, Minister of Public Works, speaking last night to a Christchurch deputation that urged the speeding up of the development of the Waitaki hydro-electric scheme, said that investigations were being made as to the best way. He said that it was wise to check that work. He realised the necessity for getting on with the work as soon as possible. The deputation represented the whole of the power supply authorities in Canterbury and North Otago, the South Canterbury Chamber of Commerce, and the Christchurch Progress League.—Press Association.: [284, 954, 415, 1036]
title-to-opera-sub2: WILLIAMSONS' OBTAIN INTERIM INJUNCTION: [702, 80, 827, 86]
lt-p5: "The parents believe that the boy is apprenticed until he is one day dismissed. When the parents commence inquiries they find no contract of apprenticeship recorded. It is the business of a man who takes on an apprentice that he should observe the requirements of the State regarding the training and control of apprentices. Of course, the Labor Department is up against a difficulty when prosecution is considered. If it takes action against the employer it has also to take action against the parents or guardians, who are really ignorant of the legal requirements. So nothing can be done, and the boy loses his chance of learning a trade.: [423, 515, 553, 603]
